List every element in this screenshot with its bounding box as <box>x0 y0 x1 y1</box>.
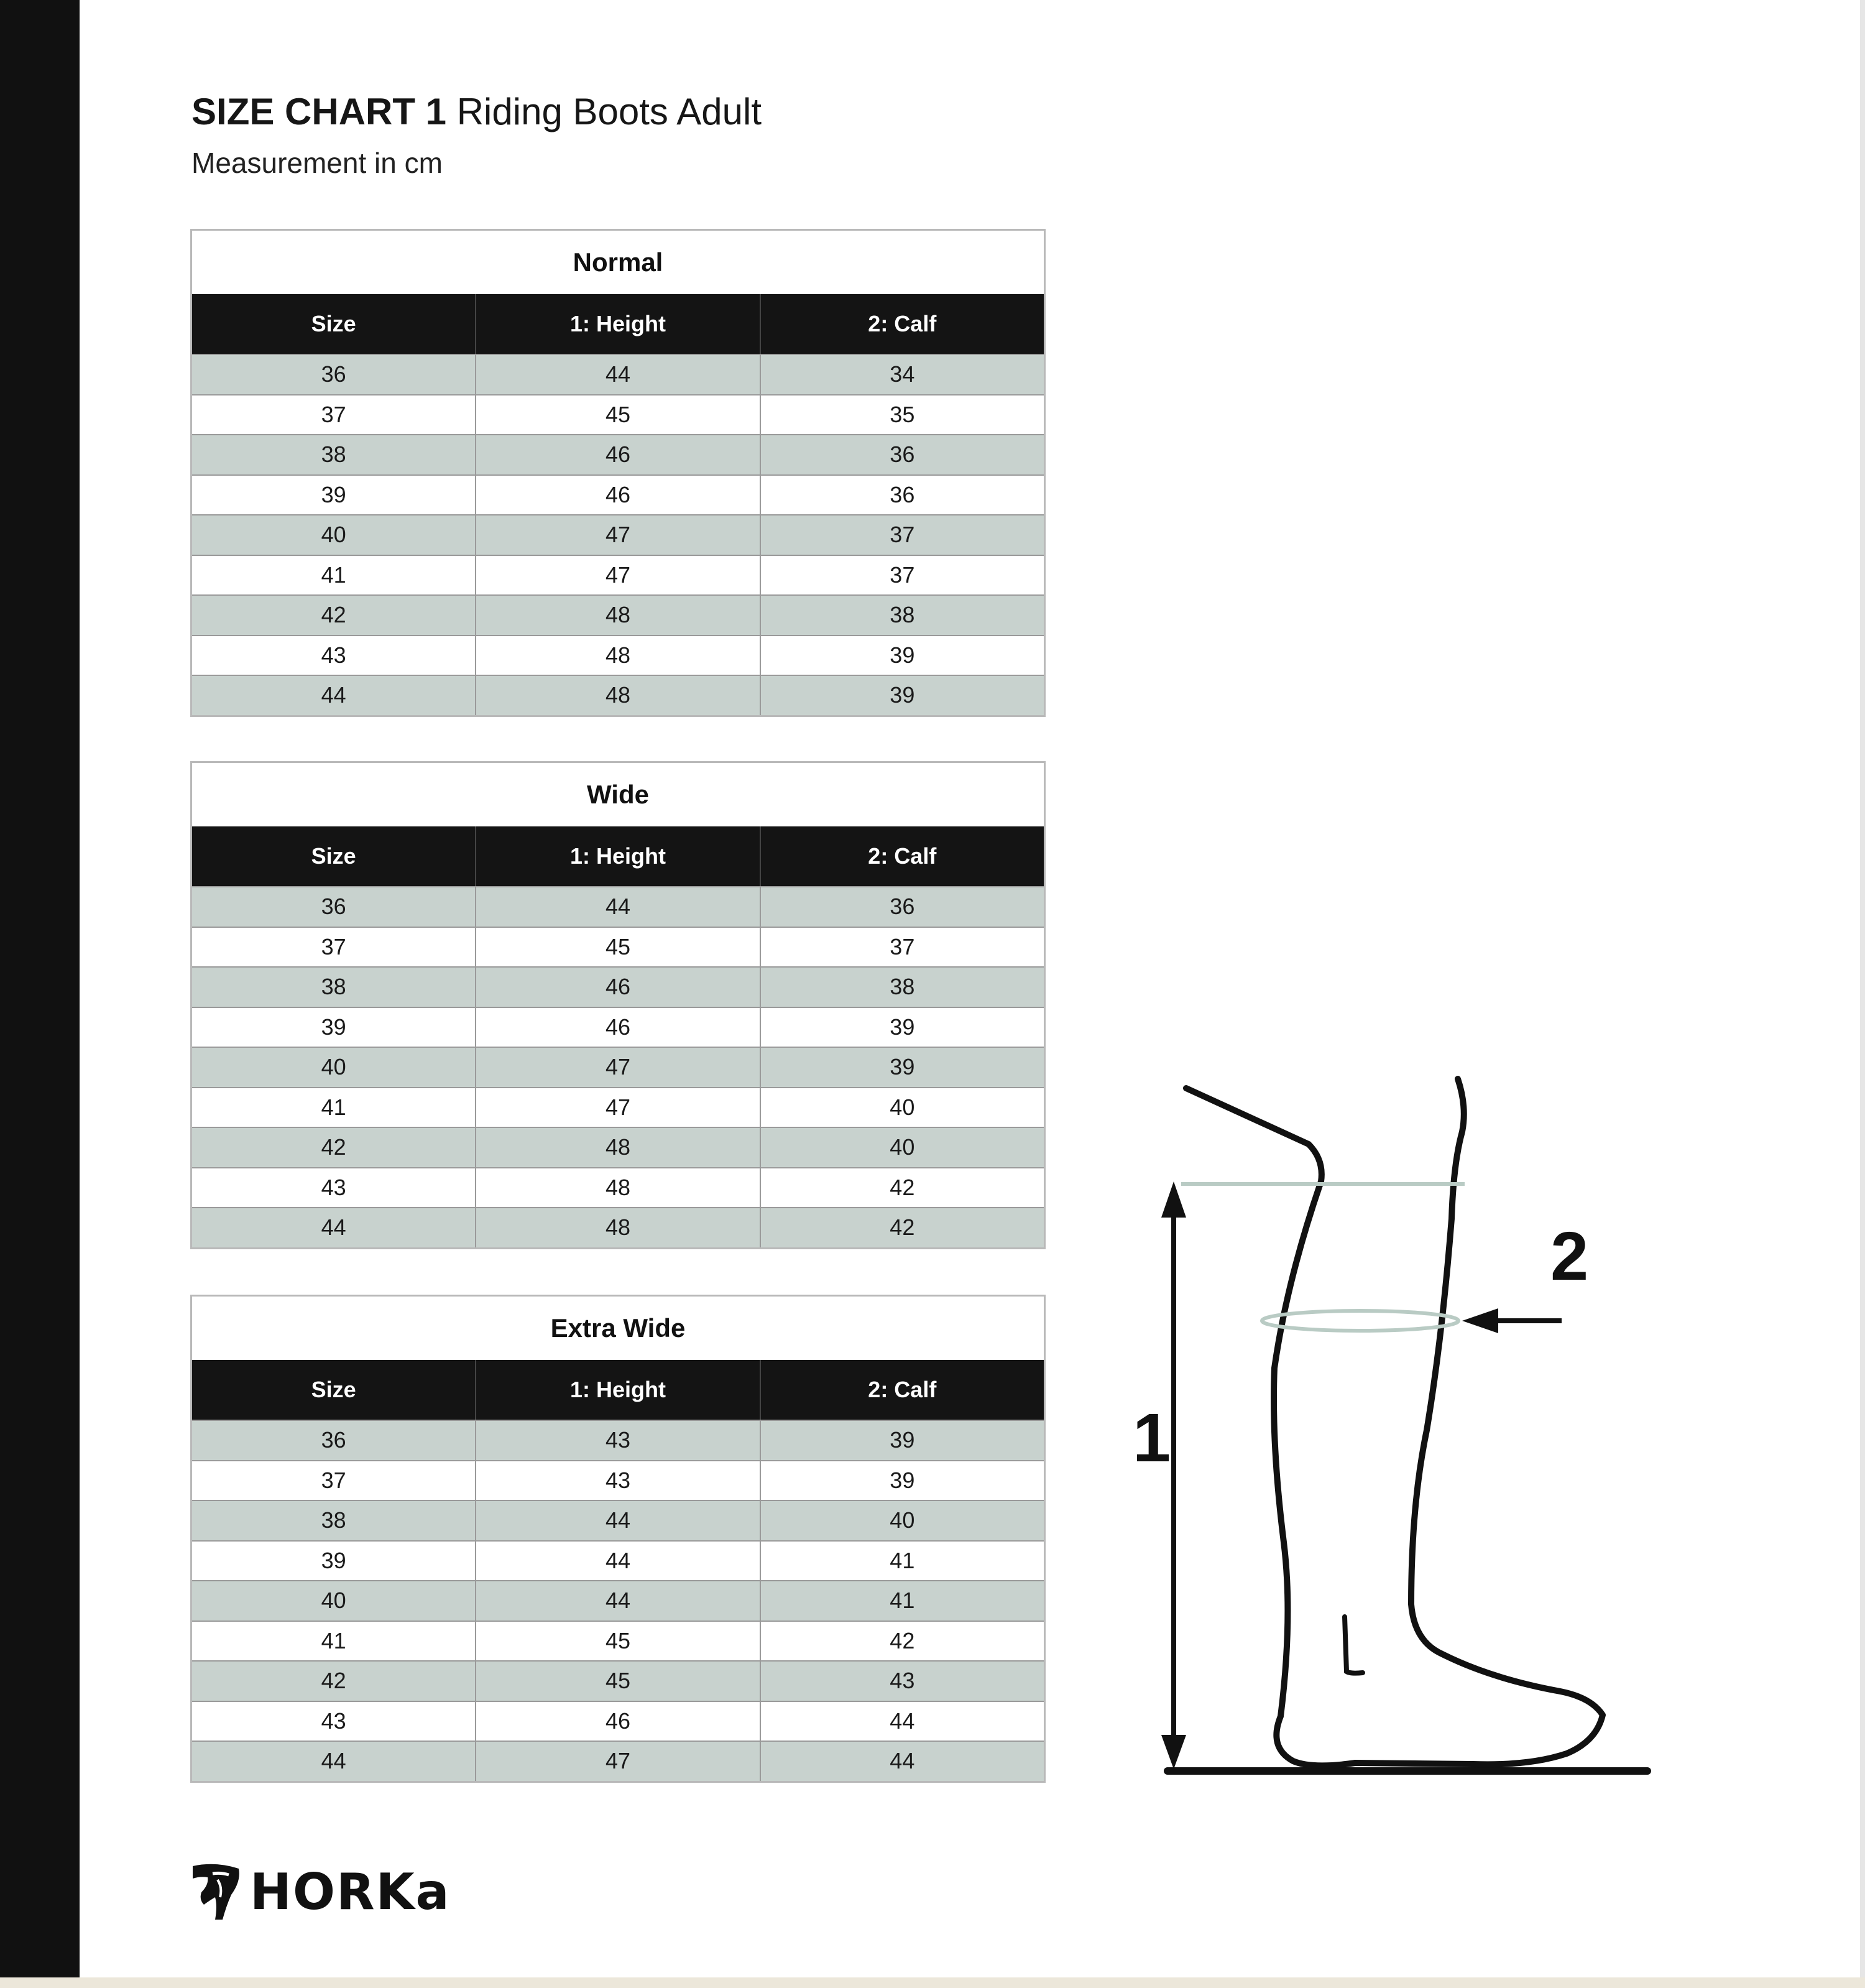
table-cell: 47 <box>475 1048 759 1087</box>
brand-logo <box>190 1862 451 1921</box>
table-cell: 46 <box>475 1008 759 1047</box>
table-cell: 36 <box>760 435 1044 474</box>
size-table-wide <box>190 761 1046 1249</box>
table-cell: 42 <box>760 1622 1044 1661</box>
page-title <box>191 87 762 137</box>
table-cell: 41 <box>321 562 346 588</box>
table-cell: 36 <box>321 1427 346 1453</box>
title-bold: SIZE CHART 1 <box>191 91 447 132</box>
table-cell: 39 <box>760 636 1044 675</box>
title-rest: Riding Boots Adult <box>456 91 762 132</box>
table-cell: 48 <box>475 636 759 675</box>
table-row <box>192 1207 1044 1247</box>
table-cell: 38 <box>321 1507 346 1533</box>
table-cell: 43 <box>321 642 346 668</box>
table-cell: 46 <box>475 1702 759 1741</box>
leg-back-contour <box>1186 1088 1355 1765</box>
column-header: 1: Height <box>475 826 759 886</box>
table-row <box>192 1500 1044 1540</box>
table-row <box>192 966 1044 1007</box>
column-header: Size <box>311 843 356 869</box>
table-cell: 47 <box>475 515 759 555</box>
table-cell: 46 <box>475 968 759 1007</box>
table-row <box>192 1047 1044 1087</box>
calf-arrow-head <box>1462 1308 1498 1333</box>
table-cell: 43 <box>321 1174 346 1200</box>
table-cell: 39 <box>760 676 1044 715</box>
table-cell: 47 <box>475 1742 759 1781</box>
table-cell: 38 <box>760 968 1044 1007</box>
table-row <box>192 594 1044 635</box>
table-cell: 46 <box>475 476 759 515</box>
table-row <box>192 555 1044 595</box>
table-cell: 36 <box>321 361 346 387</box>
column-header: 2: Calf <box>760 826 1044 886</box>
table-cell: 37 <box>760 928 1044 967</box>
bottom-border <box>0 1977 1865 1988</box>
table-cell: 43 <box>475 1421 759 1460</box>
table-cell: 40 <box>321 1054 346 1080</box>
table-cell: 35 <box>760 395 1044 435</box>
table-cell: 39 <box>321 481 346 507</box>
table-cell: 36 <box>321 894 346 919</box>
table-cell: 36 <box>760 887 1044 927</box>
table-cell: 42 <box>760 1168 1044 1208</box>
table-row <box>192 394 1044 435</box>
table-cell: 39 <box>321 1014 346 1040</box>
table-cell: 39 <box>760 1008 1044 1047</box>
column-header: Size <box>311 1377 356 1402</box>
table-row <box>192 1741 1044 1781</box>
table-cell: 41 <box>760 1542 1044 1581</box>
table-cell: 48 <box>475 596 759 635</box>
table-cell: 44 <box>321 682 346 708</box>
table-row <box>192 675 1044 715</box>
table-row <box>192 1007 1044 1047</box>
table-cell: 40 <box>760 1501 1044 1540</box>
table-cell: 42 <box>760 1208 1044 1247</box>
table-cell: 36 <box>760 476 1044 515</box>
table-cell: 45 <box>475 1662 759 1701</box>
table-title: Extra Wide <box>550 1313 686 1343</box>
table-cell: 40 <box>760 1088 1044 1127</box>
label-calf: 2 <box>1550 1218 1589 1295</box>
table-header-row <box>192 294 1044 354</box>
table-cell: 38 <box>760 596 1044 635</box>
table-title: Normal <box>573 247 663 277</box>
table-cell: 41 <box>321 1627 346 1653</box>
leg-front-contour <box>1355 1079 1603 1764</box>
table-row <box>192 1660 1044 1701</box>
table-header-row <box>192 1360 1044 1420</box>
leg-diagram-svg <box>1094 1057 1678 1791</box>
table-title: Wide <box>587 780 649 809</box>
table-cell: 39 <box>760 1048 1044 1087</box>
table-cell: 44 <box>475 1581 759 1620</box>
table-row <box>192 1167 1044 1208</box>
height-arrow-top <box>1161 1181 1186 1218</box>
table-cell: 46 <box>475 435 759 474</box>
table-header-row <box>192 826 1044 886</box>
table-cell: 38 <box>321 974 346 999</box>
table-cell: 40 <box>321 522 346 547</box>
table-cell: 44 <box>475 1501 759 1540</box>
table-row <box>192 434 1044 474</box>
table-cell: 41 <box>321 1094 346 1120</box>
column-header: 1: Height <box>475 294 759 354</box>
table-row <box>192 635 1044 675</box>
table-cell: 44 <box>475 355 759 394</box>
table-row <box>192 1580 1044 1620</box>
table-row <box>192 514 1044 555</box>
left-border <box>0 0 80 1977</box>
table-row <box>192 354 1044 394</box>
table-cell: 44 <box>321 1214 346 1240</box>
table-cell: 47 <box>475 1088 759 1127</box>
ankle-mark <box>1345 1617 1363 1673</box>
label-height: 1 <box>1133 1400 1171 1476</box>
table-cell: 42 <box>321 602 346 627</box>
leg-measurement-diagram <box>1094 1057 1678 1791</box>
table-row <box>192 1620 1044 1661</box>
column-header: 2: Calf <box>760 294 1044 354</box>
table-cell: 42 <box>321 1134 346 1160</box>
table-cell: 44 <box>321 1748 346 1773</box>
table-cell: 48 <box>475 1168 759 1208</box>
table-cell: 43 <box>475 1461 759 1500</box>
height-arrow-bottom <box>1161 1735 1186 1769</box>
table-cell: 37 <box>760 556 1044 595</box>
table-cell: 48 <box>475 1128 759 1167</box>
table-cell: 45 <box>475 1622 759 1661</box>
table-row <box>192 1127 1044 1167</box>
table-row <box>192 927 1044 967</box>
table-cell: 45 <box>475 395 759 435</box>
table-cell: 39 <box>760 1421 1044 1460</box>
table-cell: 43 <box>321 1708 346 1734</box>
table-cell: 37 <box>321 1467 346 1493</box>
size-table-extra-wide <box>190 1295 1046 1783</box>
table-cell: 47 <box>475 556 759 595</box>
page-subtitle: Measurement in cm <box>191 147 443 179</box>
size-table-normal <box>190 229 1046 717</box>
table-cell: 39 <box>760 1461 1044 1500</box>
column-header: Size <box>311 311 356 336</box>
table-cell: 48 <box>475 1208 759 1247</box>
table-cell: 37 <box>321 401 346 427</box>
table-cell: 40 <box>760 1128 1044 1167</box>
table-row <box>192 886 1044 927</box>
table-row <box>192 1540 1044 1581</box>
brand-name: HORKa <box>250 1862 451 1921</box>
table-cell: 40 <box>321 1588 346 1613</box>
table-cell: 38 <box>321 442 346 467</box>
horse-head-icon <box>190 1862 242 1921</box>
table-row <box>192 1087 1044 1127</box>
table-cell: 48 <box>475 676 759 715</box>
table-cell: 37 <box>321 933 346 959</box>
table-cell: 43 <box>760 1662 1044 1701</box>
table-cell: 44 <box>475 1542 759 1581</box>
table-cell: 44 <box>760 1702 1044 1741</box>
right-border <box>1860 0 1865 1977</box>
table-cell: 41 <box>760 1581 1044 1620</box>
table-cell: 44 <box>475 887 759 927</box>
column-header: 1: Height <box>475 1360 759 1420</box>
table-row <box>192 1460 1044 1500</box>
table-cell: 42 <box>321 1668 346 1693</box>
column-header: 2: Calf <box>760 1360 1044 1420</box>
calf-ellipse <box>1262 1311 1458 1331</box>
table-cell: 37 <box>760 515 1044 555</box>
table-row <box>192 474 1044 515</box>
table-cell: 39 <box>321 1547 346 1573</box>
table-cell: 34 <box>760 355 1044 394</box>
table-row <box>192 1701 1044 1741</box>
table-cell: 44 <box>760 1742 1044 1781</box>
table-cell: 45 <box>475 928 759 967</box>
table-row <box>192 1420 1044 1460</box>
